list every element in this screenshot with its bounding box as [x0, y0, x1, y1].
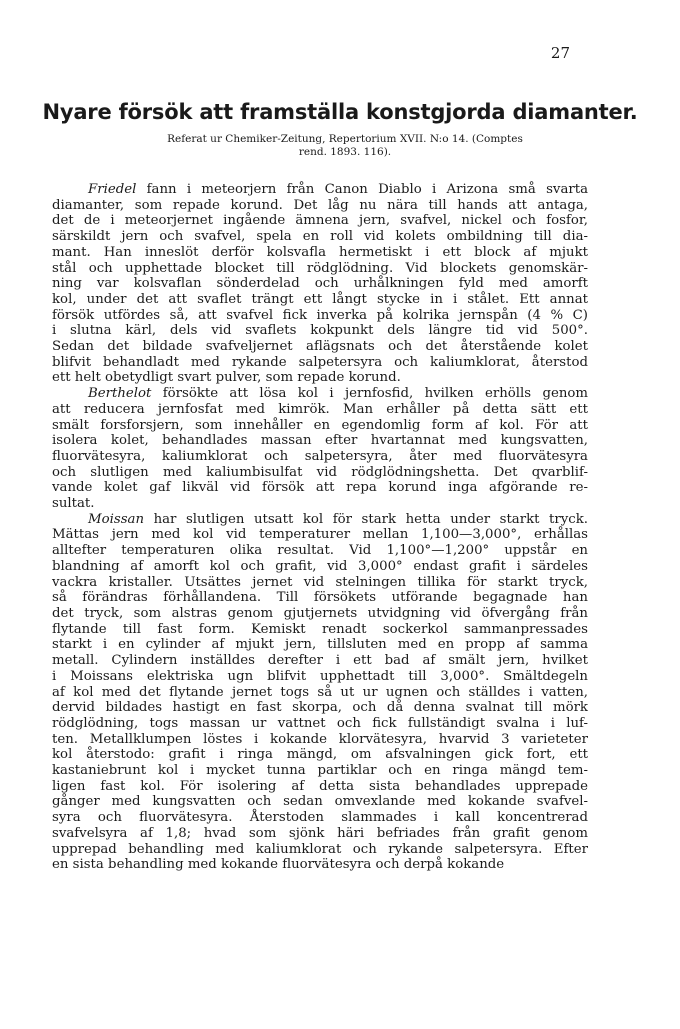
line-text: af kol med det flytande jernet togs så ut ur ugnen och ställdes i vatten, [52, 684, 588, 700]
article-subtitle [110, 133, 580, 159]
line-text: syra och fluorvätesyra. Återstoden slammades i kall koncentrerad [52, 810, 588, 826]
text-line [52, 794, 588, 810]
text-line [52, 700, 588, 716]
line-text: ett helt obetydligt svart pulver, som repade korund. [52, 370, 401, 386]
line-text: ning var kolsvaflan sönderdelad och urhålkningen fyld med amorft [52, 276, 588, 292]
line-text: det tryck, som alstras genom gjutjernets utvidgning vid öfvergång från [52, 605, 588, 621]
line-text: vackra kristaller. Utsättes jernet vid stelningen tillika för starkt tryck, [52, 574, 588, 590]
text-line [52, 323, 588, 339]
text-line [52, 418, 588, 434]
line-text: Mättas jern med kol vid temperaturer mellan 1,100—3,000°, erhållas [52, 527, 588, 543]
line-text: metall. Cylindern inställdes derefter i ett bad af smält jern, hvilket [52, 653, 588, 669]
line-text: blifvit behandladt med rykande salpetersyra och kaliumklorat, återstod [52, 354, 588, 370]
text-line [52, 512, 588, 528]
text-line [52, 575, 588, 591]
line-text: att reducera jernfosfat med kimrök. Man erhåller på detta sätt ett [52, 401, 588, 417]
line-text: diamanter, som repade korund. Det låg nu nära till hands att antaga, [52, 197, 588, 213]
text-line [52, 763, 588, 779]
text-line [52, 779, 588, 795]
line-text: blandning af amorft kol och grafit, vid 3,000° endast grafit i särdeles [52, 558, 588, 574]
line-text: starkt i en cylinder af mjukt jern, tillsluten med en propp af samma [52, 637, 588, 653]
line-text: kastaniebrunt kol i mycket tunna partiklar och en ringa mängd tem- [52, 763, 588, 779]
line-text: kol, under det att svaflet trängt ett långt stycke in i stålet. Ett annat [52, 291, 588, 307]
text-line [52, 465, 588, 481]
text-line [52, 527, 588, 543]
text-line [52, 229, 588, 245]
text-line [52, 245, 588, 261]
line-text: svafvelsyra af 1,8; hvad som sjönk häri befriades från grafit genom [52, 825, 588, 841]
line-text: vande kolet gaf likväl vid försök att repa korund inga afgörande re- [52, 480, 588, 496]
text-line [52, 543, 588, 559]
author-name: Friedel [88, 182, 137, 197]
text-line [52, 590, 588, 606]
text-line [52, 182, 588, 198]
text-line [52, 339, 588, 355]
text-line [52, 637, 588, 653]
line-text: rödglödning, togs massan ur vattnet och fick fullständigt svalna i luf- [52, 715, 588, 731]
article-body [52, 182, 588, 873]
line-text: flytande till fast form. Kemiskt renadt sockerkol sammanpressades [52, 621, 588, 637]
line-text: försök utfördes så, att svafvel fick inverka på kolrika jernspån (4 % C) [52, 307, 588, 323]
line-text: stål och upphettade blocket till rödglödning. Vid blockets genomskär- [52, 260, 588, 276]
text-line [52, 308, 588, 324]
text-line [52, 716, 588, 732]
line-text: isolera kolet, behandlades massan efter hvartannat med kungsvatten, [52, 433, 588, 449]
line-text: särskildt jern och svafvel, spela en roll vid kolets ombildning till dia- [52, 229, 588, 245]
text-line [52, 810, 588, 826]
text-line [52, 402, 588, 418]
line-text: mant. Han inneslöt derför kolsvafla hermetiskt i ett block af mjukt [52, 244, 588, 260]
line-text: kol återstodo: grafit i ringa mängd, om afsvalningen gick fort, ett [52, 747, 588, 763]
line-text: fann i meteorjern från Canon Diablo i Arizona små svarta [136, 182, 588, 197]
line-text: alltefter temperaturen olika resultat. Vid 1,100°—1,200° uppstår en [52, 543, 588, 559]
line-text: har slutligen utsatt kol för stark hetta under starkt tryck. [144, 511, 588, 527]
text-line [52, 653, 588, 669]
text-line [52, 622, 588, 638]
line-text: dervid bildades hastigt en fast skorpa, och då denna svalnat till mörk [52, 700, 588, 716]
text-line [52, 732, 588, 748]
text-line [52, 842, 588, 858]
text-line [52, 747, 588, 763]
article-title: Nyare försök att framställa konstgjorda diamanter. [42, 100, 638, 124]
line-text: fluorvätesyra, kaliumklorat och salpetersyra, åter med fluorvätesyra [52, 448, 588, 464]
line-text: och slutligen med kaliumbisulfat vid rödglödningshetta. Det qvarblif- [52, 464, 588, 480]
text-line [52, 606, 588, 622]
text-line [52, 386, 588, 402]
line-text: gånger med kungsvatten och sedan omvexlande med kokande svafvel- [52, 794, 588, 810]
text-line [52, 355, 588, 371]
text-line [52, 685, 588, 701]
line-text: i Moissans elektriska ugn blifvit upphettadt till 3,000°. Smältdegeln [52, 668, 588, 684]
text-line [52, 433, 588, 449]
text-line [52, 559, 588, 575]
subtitle-line: Referat ur Chemiker-Zeitung, Repertorium XVII. N:o 14. (Comptes [167, 133, 523, 145]
line-text: smält forsforsjern, som innehåller en egendomlig form af kol. För att [52, 417, 588, 433]
text-line [52, 857, 588, 873]
text-line [52, 370, 588, 386]
text-line [52, 496, 588, 512]
line-text: upprepad behandling med kaliumklorat och rykande salpetersyra. Efter [52, 841, 588, 857]
line-text: en sista behandling med kokande fluorvätesyra och derpå kokande [52, 857, 505, 873]
author-name: Berthelot [88, 386, 152, 402]
text-line [52, 261, 588, 277]
line-text: ligen fast kol. För isolering af detta sista behandlades upprepade [52, 778, 588, 794]
line-text: försökte att lösa kol i jernfosfid, hvilken erhölls genom [151, 386, 588, 402]
line-text: sultat. [52, 496, 95, 512]
text-line [52, 198, 588, 214]
text-line [52, 826, 588, 842]
text-line [52, 449, 588, 465]
text-line [52, 292, 588, 308]
subtitle-line: rend. 1893. 116). [298, 146, 392, 158]
text-line [52, 480, 588, 496]
text-line [52, 213, 588, 229]
line-text: ten. Metallklumpen löstes i kokande klorvätesyra, hvarvid 3 varieteter [52, 731, 588, 747]
page-number: 27 [550, 44, 570, 62]
text-line [52, 669, 588, 685]
text-line [52, 276, 588, 292]
line-text: i slutna kärl, dels vid svaflets kokpunkt dels längre tid vid 500°. [52, 323, 588, 339]
line-text: så förändras förhållandena. Till försökets utförande begagnade han [52, 590, 588, 606]
line-text: det de i meteorjernet ingående ämnena jern, svafvel, nickel och fosfor, [52, 213, 588, 229]
line-text: Sedan det bildade svafveljernet aflägsnats och det återstående kolet [52, 339, 588, 355]
author-name: Moissan [88, 511, 145, 527]
